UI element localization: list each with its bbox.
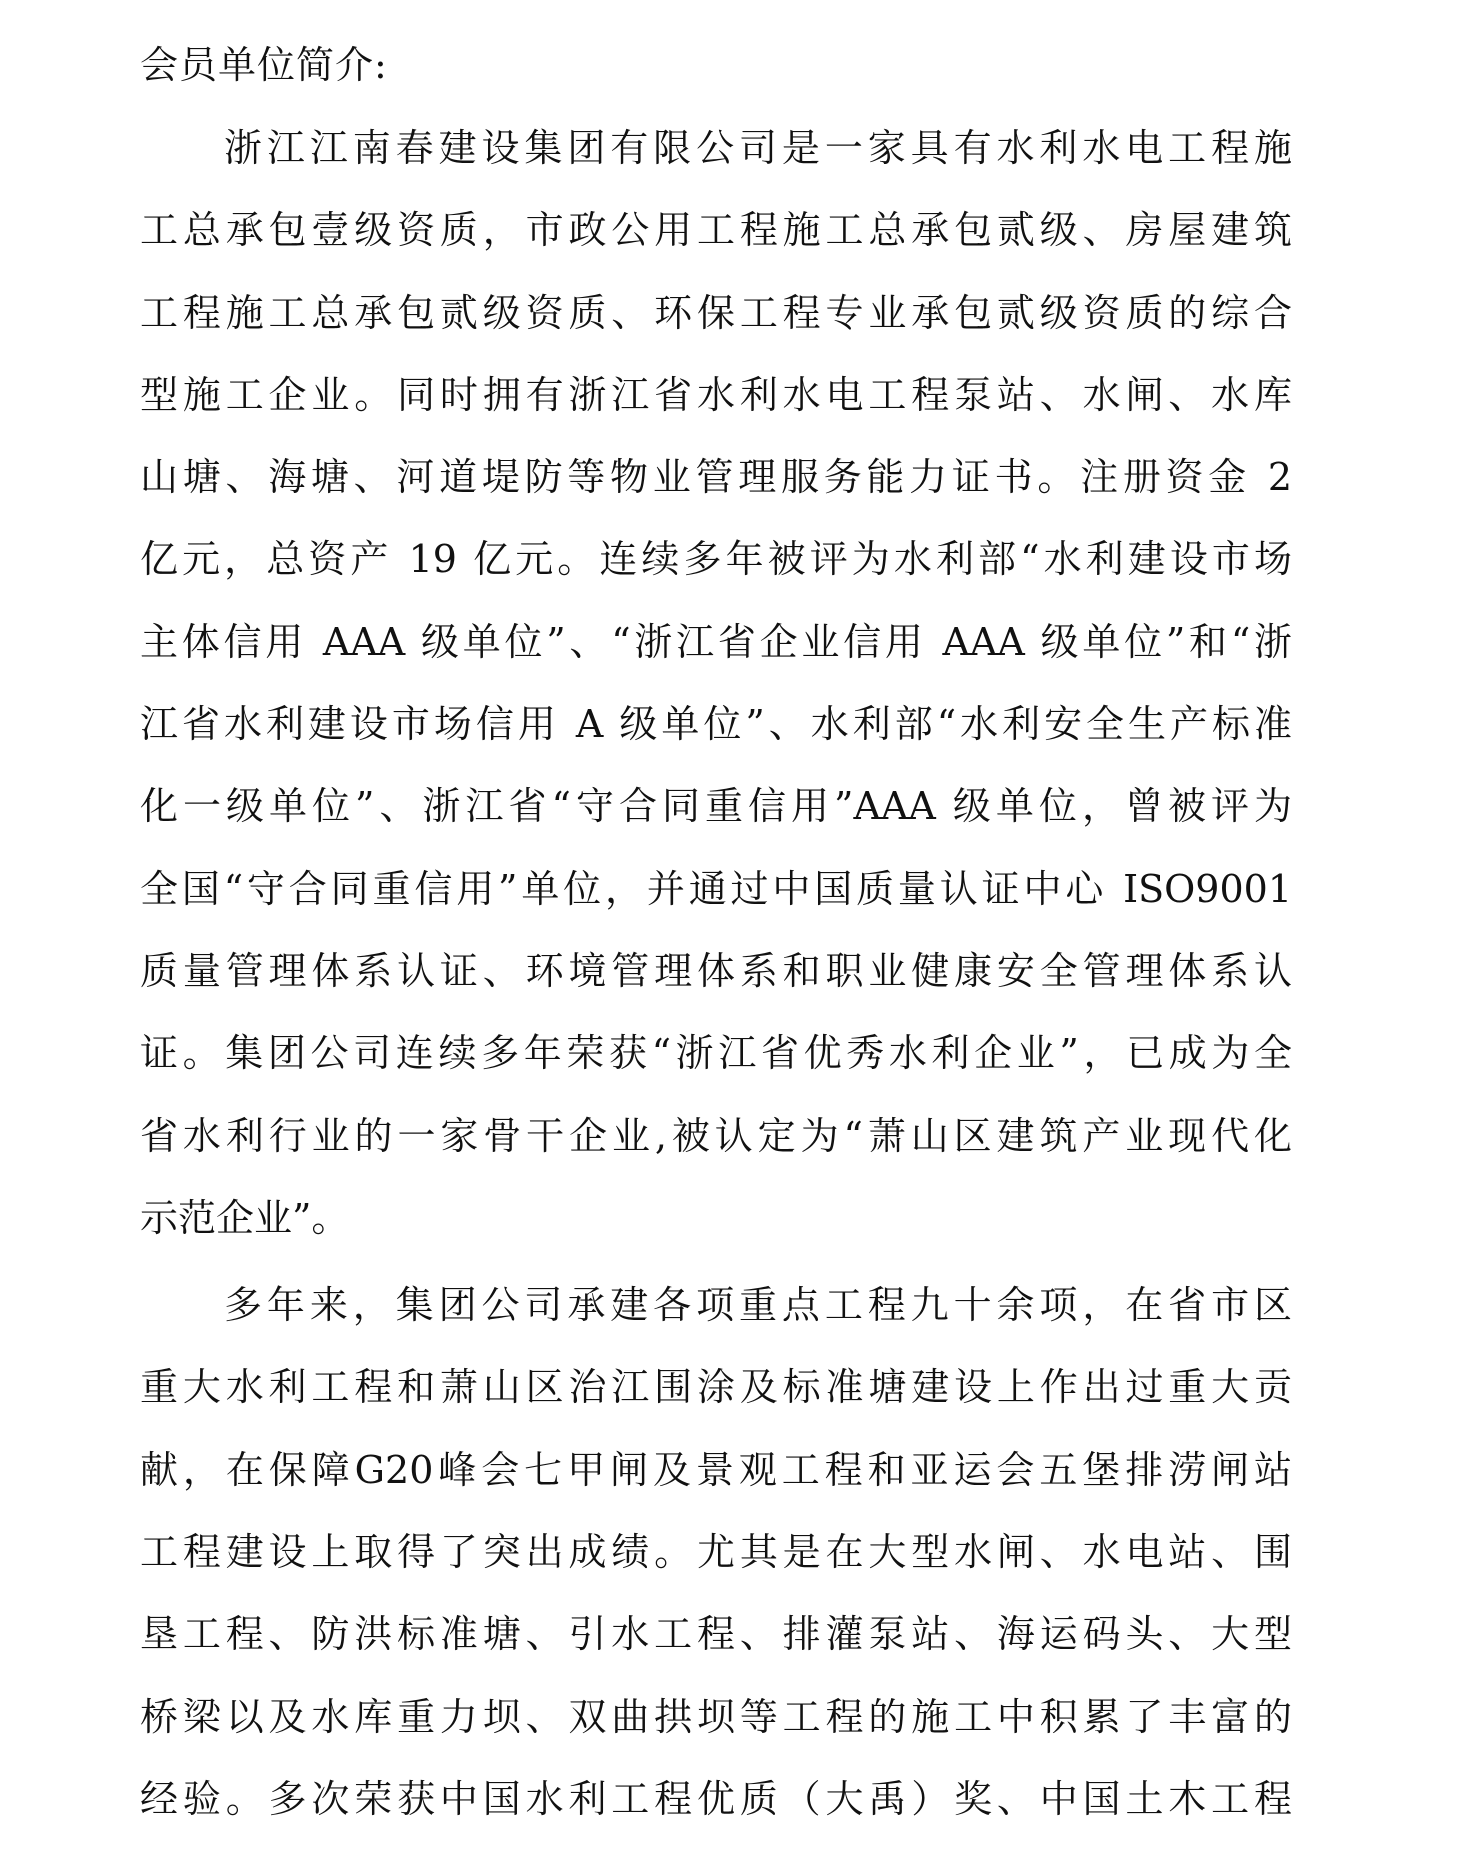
paragraph-line: 型施工企业。同时拥有浙江省水利水电工程泵站、水闸、水库 (140, 372, 1292, 417)
section-heading: 会员单位简介: (140, 43, 388, 87)
paragraph-line: 浙江江南春建设集团有限公司是一家具有水利水电工程施 (224, 126, 1292, 170)
paragraph-line: 示范企业”。 (140, 1195, 350, 1240)
paragraph-achievements (140, 1280, 1292, 1856)
paragraph-line: 献，在保障G20峰会七甲闸及景观工程和亚运会五堡排涝闸站 (140, 1447, 1292, 1492)
paragraph-line: 重大水利工程和萧山区治江围涂及标准塘建设上作出过重大贡 (140, 1365, 1292, 1410)
paragraph-line: 证。集团公司连续多年荣获“浙江省优秀水利企业”，已成为全 (140, 1031, 1292, 1076)
paragraph-line: 省水利行业的一家骨干企业,被认定为“萧山区建筑产业现代化 (140, 1113, 1292, 1158)
paragraph-line: 亿元，总资产 19 亿元。连续多年被评为水利部“水利建设市场 (140, 537, 1292, 582)
document-page (140, 40, 1292, 1856)
paragraph-company-profile (140, 123, 1292, 1275)
paragraph-line: 多年来，集团公司承建各项重点工程九十余项，在省市区 (224, 1283, 1292, 1328)
paragraph-line: 工程建设上取得了突出成绩。尤其是在大型水闸、水电站、围 (140, 1530, 1292, 1575)
paragraph-line: 工总承包壹级资质，市政公用工程施工总承包贰级、房屋建筑 (140, 208, 1292, 253)
paragraph-line: 工程施工总承包贰级资质、环保工程专业承包贰级资质的综合 (140, 290, 1292, 335)
paragraph-line: 经验。多次荣获中国水利工程优质（大禹）奖、中国土木工程 (140, 1776, 1292, 1821)
paragraph-line: 质量管理体系认证、环境管理体系和职业健康安全管理体系认 (140, 948, 1292, 993)
paragraph-line: 化一级单位”、浙江省“守合同重信用”AAA 级单位，曾被评为 (140, 784, 1292, 829)
paragraph-line: 山塘、海塘、河道堤防等物业管理服务能力证书。注册资金 2 (140, 455, 1292, 500)
paragraph-line: 江省水利建设市场信用 A 级单位”、水利部“水利安全生产标准 (140, 702, 1292, 747)
paragraph-line: 桥梁以及水库重力坝、双曲拱坝等工程的施工中积累了丰富的 (140, 1694, 1292, 1739)
paragraph-line: 垦工程、防洪标准塘、引水工程、排灌泵站、海运码头、大型 (140, 1612, 1292, 1657)
paragraph-line: 主体信用 AAA 级单位”、“浙江省企业信用 AAA 级单位”和“浙 (140, 619, 1292, 664)
paragraph-line: 全国“守合同重信用”单位，并通过中国质量认证中心 ISO9001 (140, 866, 1292, 911)
